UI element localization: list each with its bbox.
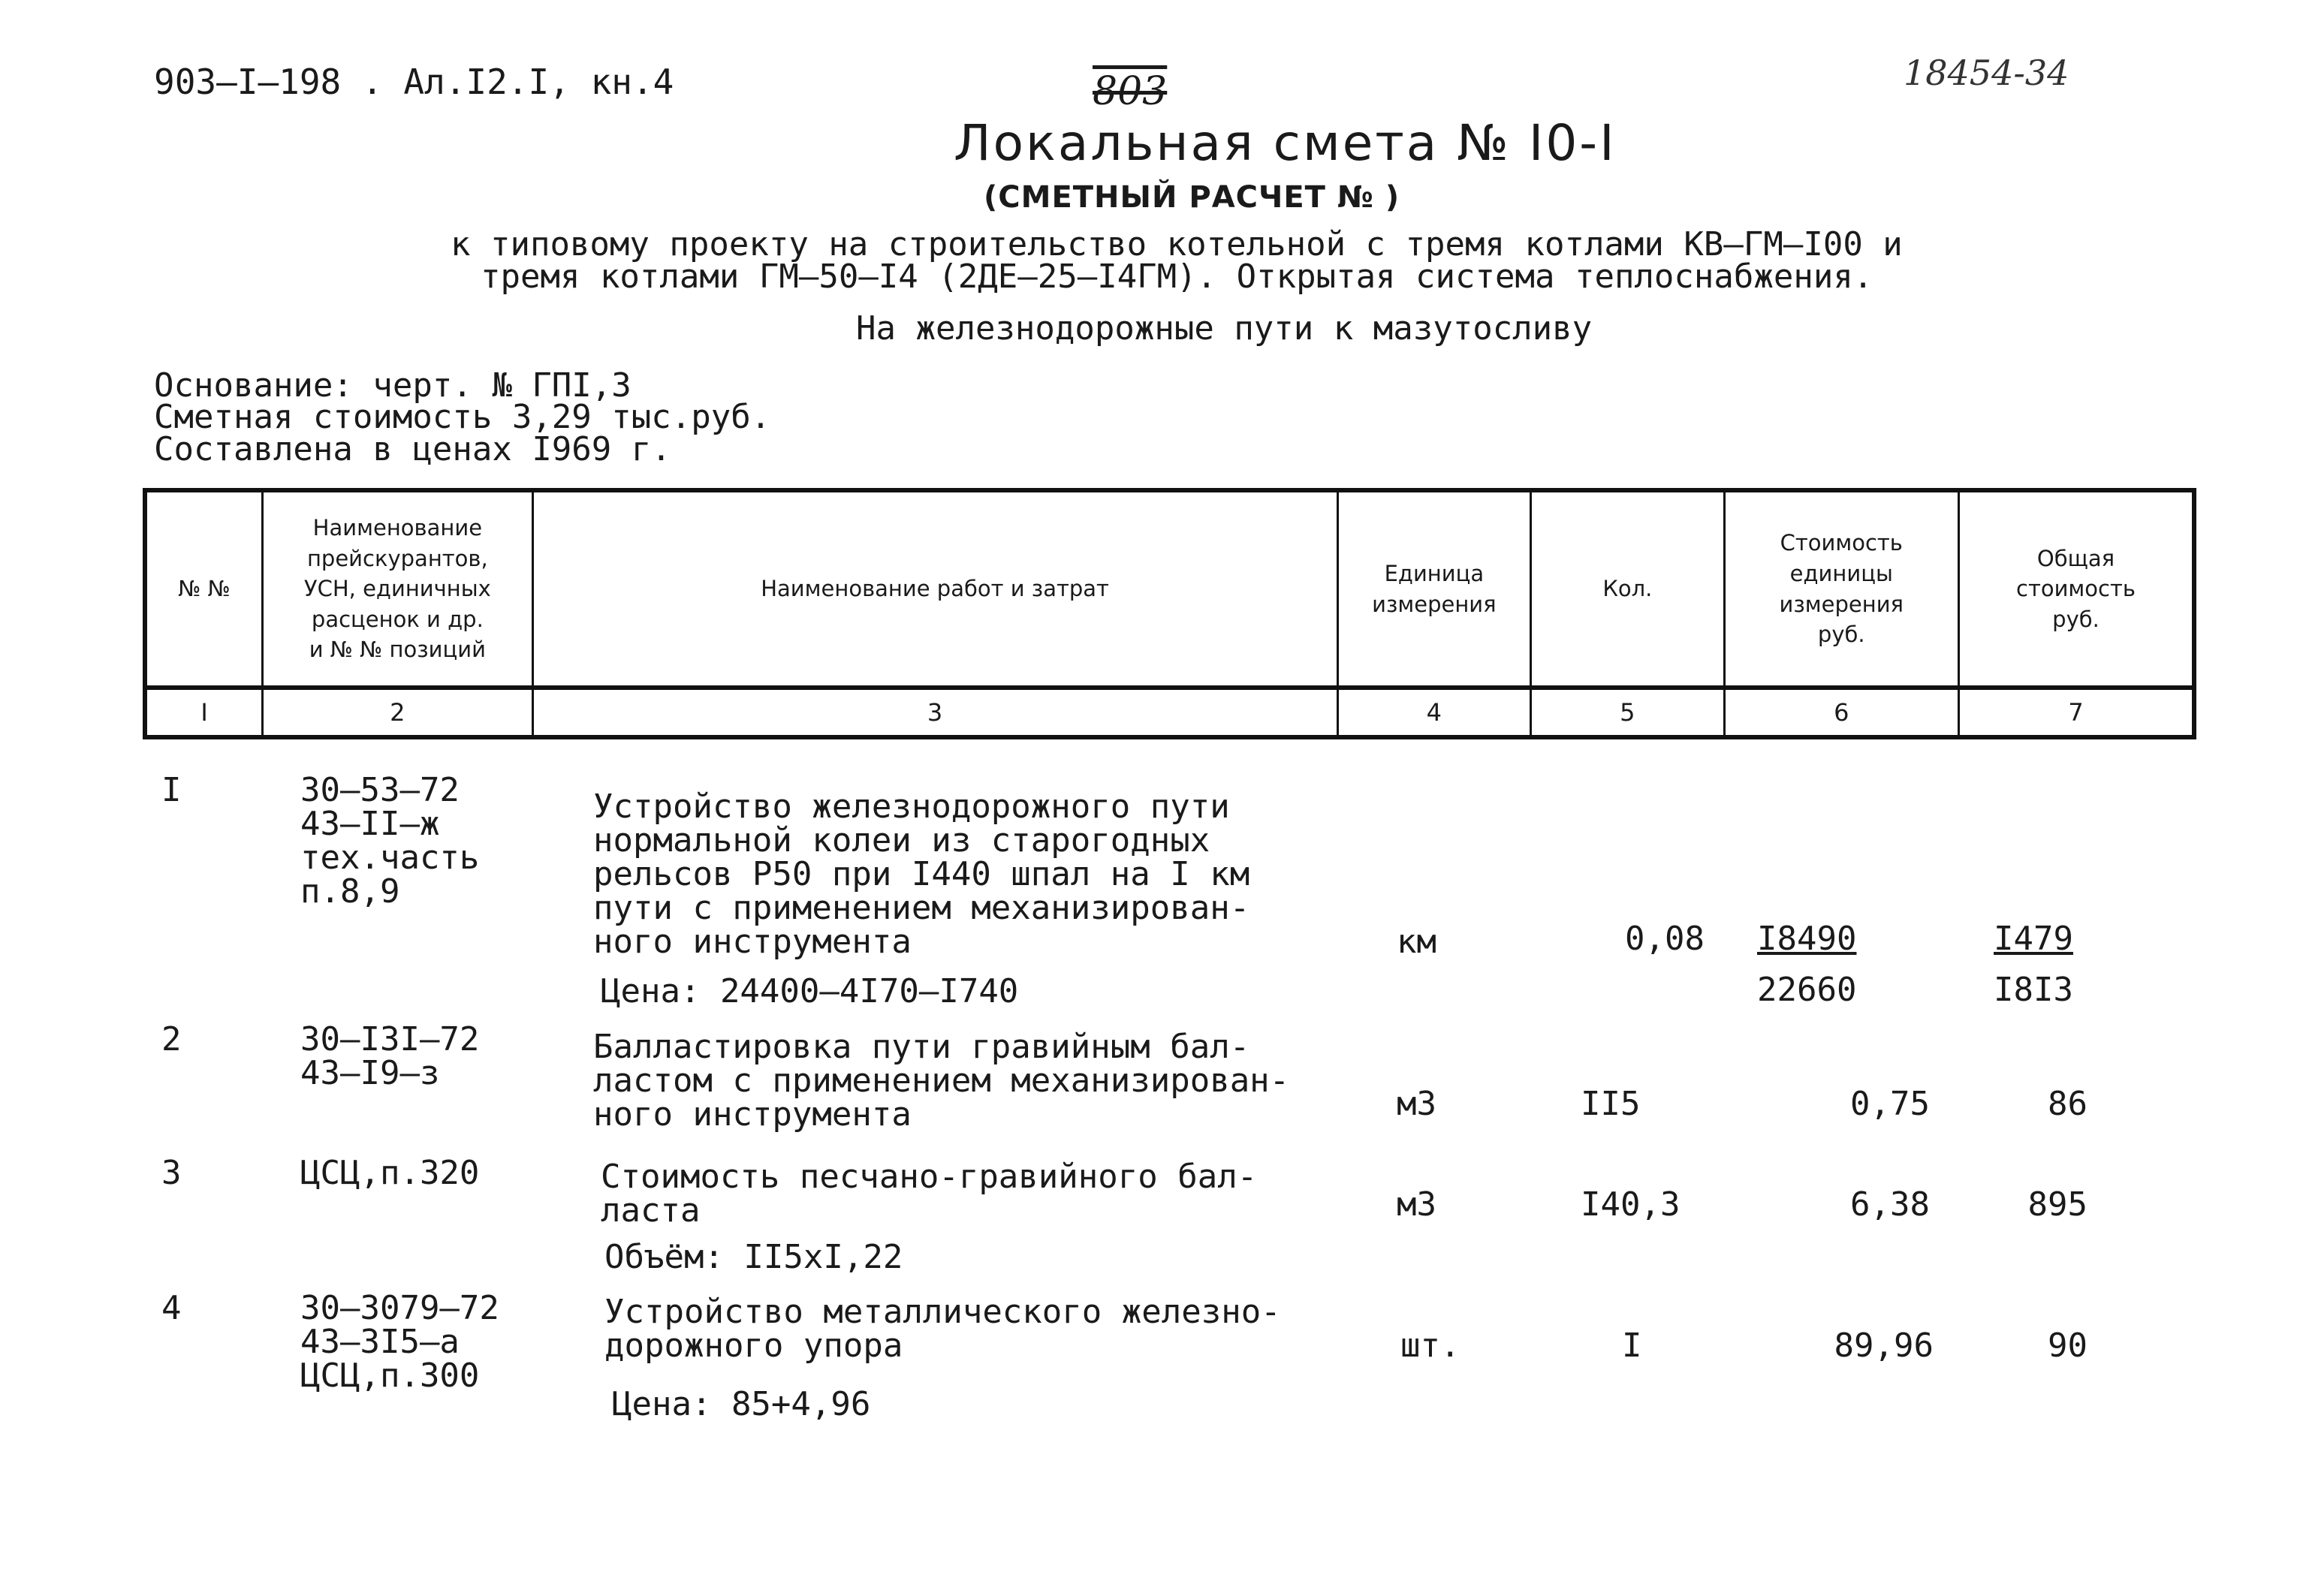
row-unit-cost: 89,96: [1834, 1326, 1934, 1365]
row-note: Цена: 85+4,96: [612, 1385, 871, 1423]
row-unit: км: [1397, 923, 1436, 961]
column-header-unit-cost: Стоимость единицы измерения руб.: [1724, 490, 1958, 688]
document-code: 903–I–198 . Ал.I2.I, кн.4: [154, 62, 674, 102]
column-header-total-cost: Общая стоимость руб.: [1959, 490, 2195, 688]
column-number: I: [145, 688, 263, 737]
row-total: 86: [2048, 1085, 2087, 1123]
page-subtitle: (СМЕТНЫЙ РАСЧЕТ № ): [984, 180, 1400, 215]
row-total-secondary: I8I3: [1994, 971, 2073, 1009]
archive-number: 18454-34: [1904, 53, 2069, 93]
row-quantity: I: [1622, 1326, 1642, 1365]
row-work-name: Балластировка пути гравийным бал- ластом с применением механизирован- ного инструмента: [593, 1028, 1290, 1134]
row-work-name: Устройство металлического железно- дорожного упора: [604, 1293, 1281, 1365]
row-total: 895: [2027, 1185, 2087, 1224]
row-unit-cost: 6,38: [1850, 1185, 1930, 1224]
column-number: 6: [1724, 688, 1958, 737]
row-note: Объём: II5хI,22: [604, 1238, 903, 1276]
column-header-no: № №: [145, 490, 263, 688]
row-number: I: [161, 771, 182, 809]
row-total: I479: [1994, 920, 2073, 958]
column-number: 2: [263, 688, 533, 737]
prices-year-line: Составлена в ценах I969 г.: [154, 430, 671, 468]
column-header-quantity: Кол.: [1531, 490, 1724, 688]
estimate-table-header: [143, 488, 2196, 739]
row-unit: м3: [1397, 1185, 1436, 1224]
row-unit-cost: I8490: [1757, 920, 1857, 958]
row-reference: 30–I3I–72 43–I9–з: [300, 1020, 480, 1092]
row-work-name: Стоимость песчано-гравийного бал- ласта: [601, 1158, 1258, 1230]
column-header-work-name: Наименование работ и затрат: [532, 490, 1337, 688]
column-header-unit: Единица измерения: [1337, 490, 1531, 688]
row-number: 4: [161, 1289, 182, 1327]
basis-line: Основание: черт. № ГПI,3: [154, 366, 632, 405]
row-work-name: Устройство железнодорожного пути нормальной колеи из старогодных рельсов Р50 при I440 шпал на I км пути с применением механизирован- ного инструмента: [593, 787, 1250, 961]
row-quantity: 0,08: [1625, 920, 1705, 958]
column-number: 4: [1337, 688, 1531, 737]
row-number: 3: [161, 1154, 182, 1192]
section-title: На железнодорожные пути к мазутосливу: [856, 309, 1593, 348]
row-unit: м3: [1397, 1085, 1436, 1123]
column-number: 5: [1531, 688, 1724, 737]
column-number: 3: [532, 688, 1337, 737]
row-reference: ЦСЦ,п.320: [300, 1154, 480, 1192]
row-quantity: I40,3: [1581, 1185, 1681, 1224]
row-number: 2: [161, 1020, 182, 1058]
row-reference: 30–3079–72 43–3I5–а ЦСЦ,п.300: [300, 1289, 499, 1395]
column-number: 7: [1959, 688, 2195, 737]
row-note: Цена: 24400–4I70–I740: [601, 972, 1019, 1010]
page-number: 803: [1093, 69, 1168, 114]
row-reference: 30–53–72 43–II–ж тех.часть п.8,9: [300, 771, 480, 911]
project-description-line-1: к типовому проекту на строительство котельной с тремя котлами КВ–ГМ–I00 и: [451, 225, 1903, 263]
row-unit-cost: 0,75: [1850, 1085, 1930, 1123]
row-unit-cost-secondary: 22660: [1757, 971, 1857, 1009]
row-unit: шт.: [1400, 1326, 1460, 1365]
column-header-reference: Наименование прейскурантов, УСН, единичных расценок и др. и № № позиций: [263, 490, 533, 688]
page-title: Локальная смета № I0-I: [954, 114, 1617, 172]
estimated-cost-line: Сметная стоимость 3,29 тыс.руб.: [154, 398, 771, 436]
row-total: 90: [2048, 1326, 2087, 1365]
row-quantity: II5: [1581, 1085, 1641, 1123]
project-description-line-2: тремя котлами ГМ–50–I4 (2ДЕ–25–I4ГМ). Открытая система теплоснабжения.: [481, 257, 1873, 296]
